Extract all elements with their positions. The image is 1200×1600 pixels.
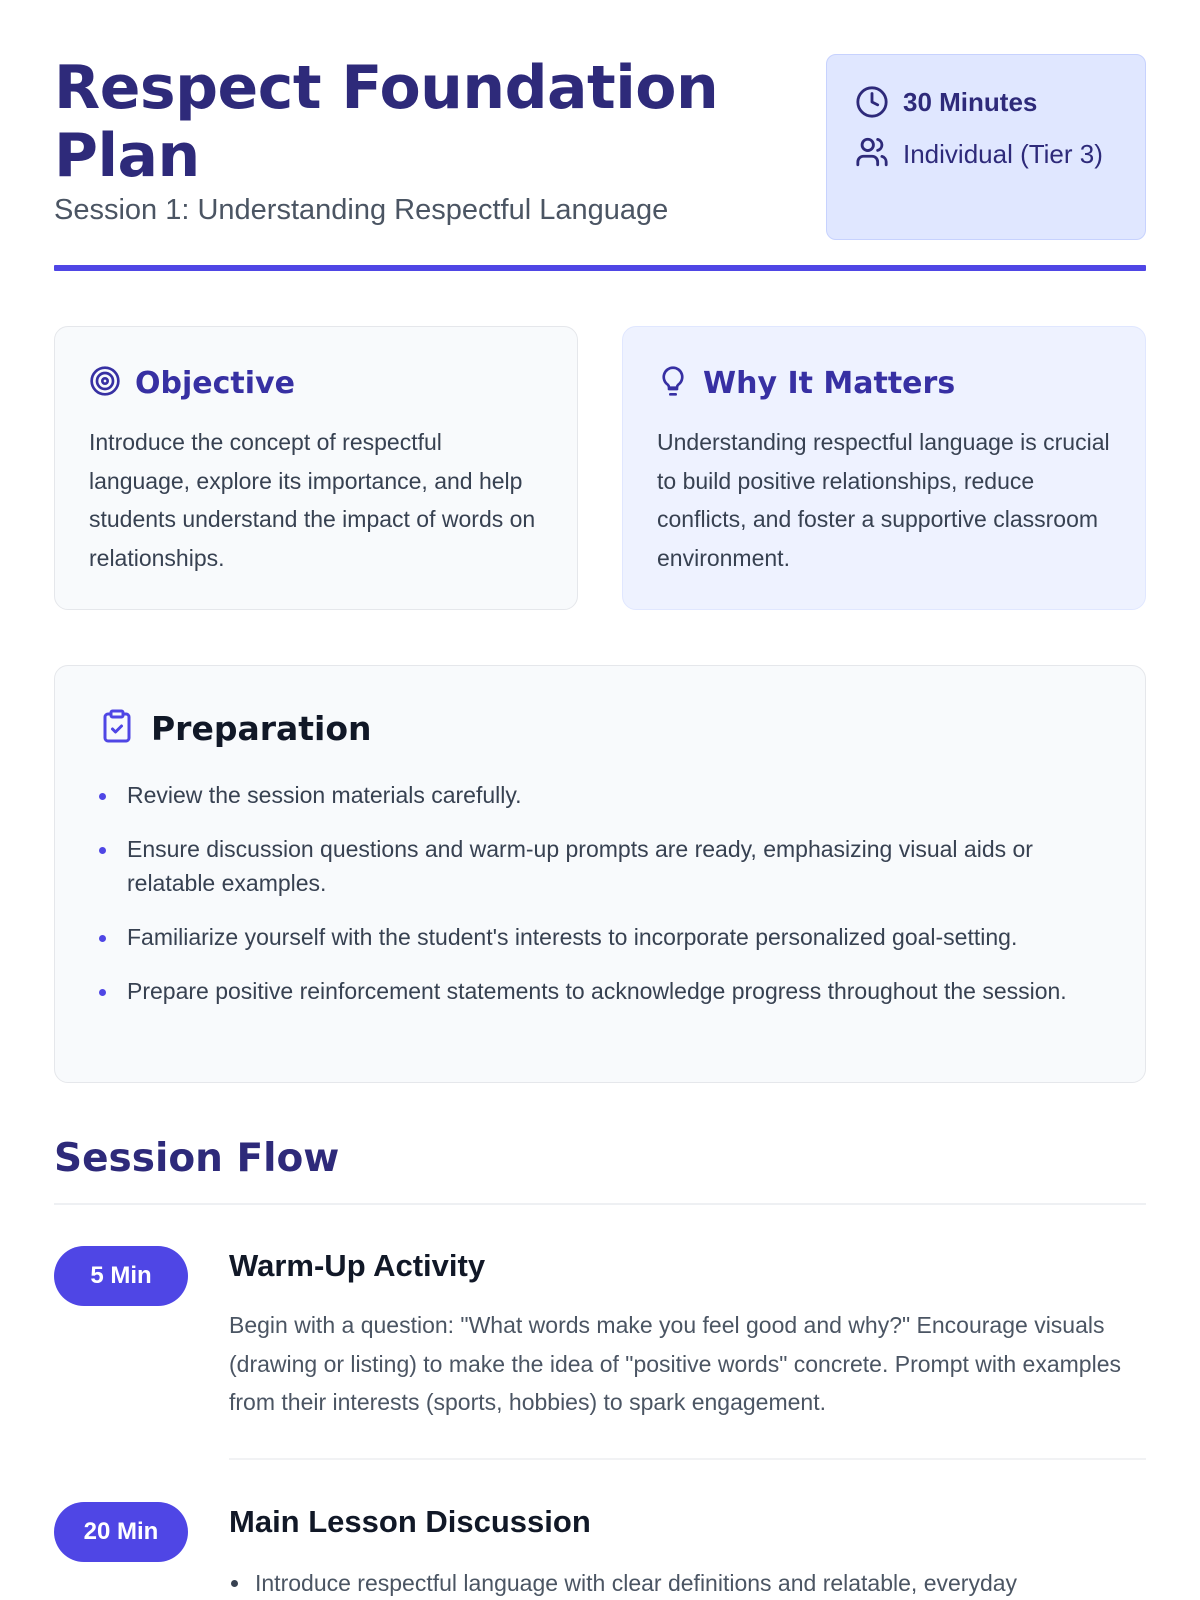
session-meta-box bbox=[826, 54, 1146, 240]
objective-title: Objective bbox=[135, 366, 295, 401]
page-subtitle: Session 1: Understanding Respectful Language bbox=[54, 194, 669, 226]
step-description: Begin with a question: "What words make you feel good and why?" Encourage visuals (drawing or listing) to make the idea of "positive words" concrete. Prompt with examples from their interests (sports, hobbies) to spark engagement. bbox=[229, 1312, 1121, 1415]
step-title: Warm-Up Activity bbox=[229, 1248, 486, 1283]
preparation-card bbox=[54, 665, 1146, 1083]
header-divider bbox=[54, 265, 1146, 271]
header bbox=[54, 54, 1146, 240]
group-text: Individual (Tier 3) bbox=[903, 139, 1103, 169]
objective-card bbox=[54, 326, 578, 610]
list-item: Prepare positive reinforcement statements to acknowledge progress throughout the session. bbox=[99, 974, 1119, 1008]
target-icon bbox=[89, 365, 121, 402]
step-title: Main Lesson Discussion bbox=[229, 1504, 591, 1539]
users-icon bbox=[855, 135, 889, 174]
step-divider bbox=[229, 1458, 1146, 1460]
session-flow-divider bbox=[54, 1203, 1146, 1205]
page-title: Respect Foundation Plan bbox=[54, 53, 719, 191]
list-item: Review the session materials carefully. bbox=[99, 778, 1119, 812]
duration-row bbox=[855, 85, 1037, 124]
lightbulb-icon bbox=[657, 365, 689, 402]
time-badge: 5 Min bbox=[54, 1246, 188, 1306]
group-row bbox=[855, 135, 1113, 174]
preparation-heading bbox=[99, 708, 372, 749]
why-it-matters-card bbox=[622, 326, 1146, 610]
clock-icon bbox=[855, 85, 889, 124]
duration-text: 30 Minutes bbox=[903, 87, 1038, 117]
preparation-title: Preparation bbox=[151, 709, 372, 748]
why-heading bbox=[657, 365, 955, 402]
list-item: Ensure discussion questions and warm-up prompts are ready, emphasizing visual aids or relatable examples. bbox=[99, 832, 1119, 900]
lesson-plan-page bbox=[54, 0, 1146, 1600]
list-item: Introduce respectful language with clear definitions and relatable, everyday bbox=[229, 1564, 1146, 1600]
why-text: Understanding respectful language is crucial to build positive relationships, reduce conflicts, and foster a supportive classroom environment. bbox=[657, 429, 1110, 571]
objective-heading bbox=[89, 365, 295, 402]
time-badge: 20 Min bbox=[54, 1502, 188, 1562]
session-flow-title: Session Flow bbox=[54, 1136, 340, 1181]
objective-text: Introduce the concept of respectful language, explore its importance, and help students understand the impact of words on relationships. bbox=[89, 429, 536, 571]
clipboard-check-icon bbox=[99, 708, 135, 749]
list-item: Familiarize yourself with the student's interests to incorporate personalized goal-setting. bbox=[99, 920, 1119, 954]
step-list bbox=[229, 1564, 1146, 1600]
preparation-list bbox=[99, 778, 1119, 1028]
why-title: Why It Matters bbox=[703, 366, 956, 401]
